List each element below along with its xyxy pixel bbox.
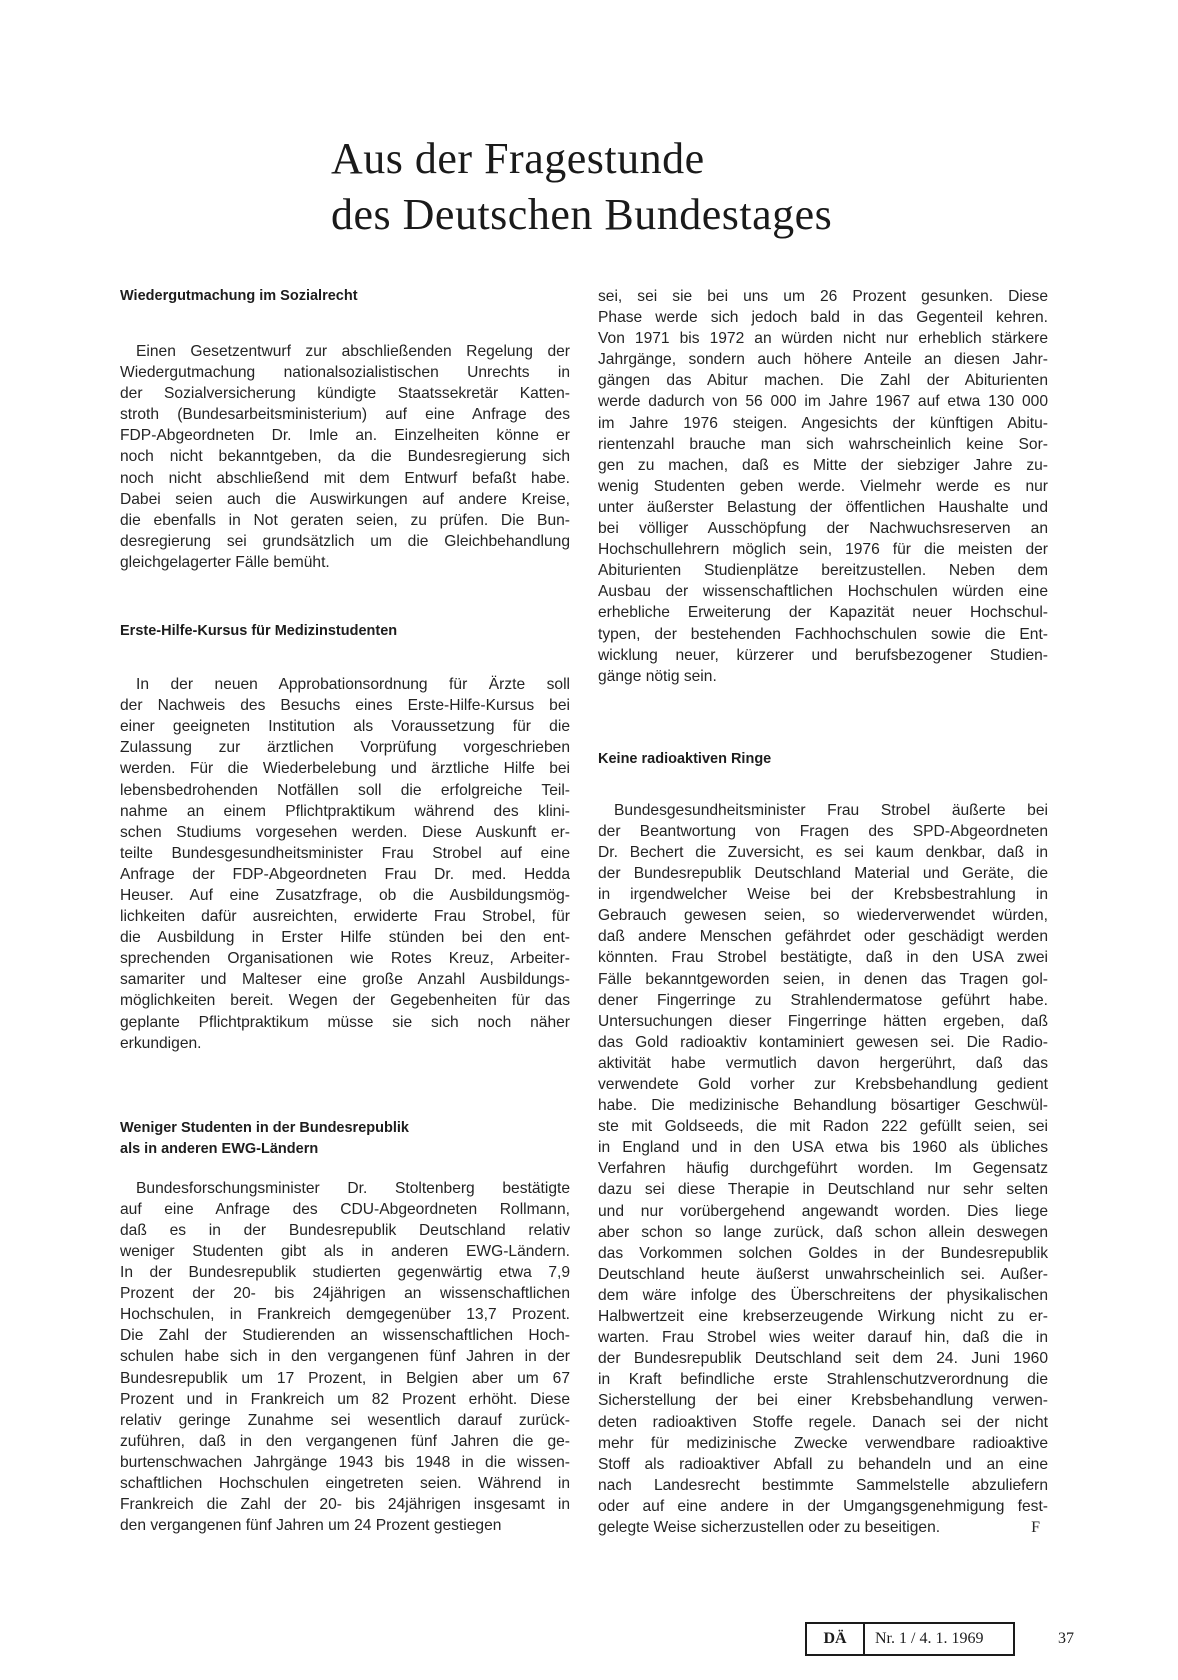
text-line: Hochschulen, in Frankreich demgegenüber 13,7 Prozent. — [120, 1306, 570, 1324]
text-line: wenig Studenten geben werde. Vielmehr werde es nur — [598, 477, 1048, 495]
page-title-line-1: Aus der Fragestunde — [331, 134, 705, 184]
text-line: unter äußerster Belastung der öffentlichen Haushalte und — [598, 498, 1048, 516]
text-line — [598, 1517, 1048, 1538]
text-line: Einen Gesetzentwurf zur abschließenden Regelung der — [136, 343, 570, 360]
text-line: der Bundesrepublik Deutschland seit dem 24. Juni 1960 — [598, 1350, 1048, 1368]
text-line: Fälle bekanntgeworden seien, in denen das Tragen gol- — [598, 970, 1048, 988]
article-paragraph — [598, 800, 1048, 1538]
text-line: rientenzahl brauche man sich wahrscheinlich keine Sor- — [598, 435, 1048, 453]
text-line: gleichgelagerter Fälle bemüht. — [120, 553, 330, 571]
text-line: einer geeigneten Institution als Voraussetzung für die — [120, 718, 570, 736]
text-line: Verfahren häufig durchgeführt worden. Im Gegensatz — [598, 1160, 1048, 1178]
text-line: erkundigen. — [120, 1034, 202, 1052]
text-line: Frankreich die Zahl der 20- bis 24jährigen insgesamt in — [120, 1496, 570, 1514]
text-line: ste mit Goldseeds, die mit Radon 222 gefüllt seien, sei — [598, 1118, 1048, 1136]
article-paragraph — [598, 286, 1048, 687]
issue-info: Nr. 1 / 4. 1. 1969 — [875, 1630, 984, 1647]
text-line: Die Zahl der Studierenden an wissenschaftlichen Hoch- — [120, 1327, 570, 1345]
section-heading-line: Weniger Studenten in der Bundesrepublik — [120, 1119, 409, 1136]
text-line: deten radioaktiven Stoffe regele. Danach sei der nicht — [598, 1413, 1048, 1431]
text-line: Zulassung zur ärztlichen Vorprüfung vorgeschrieben — [120, 739, 570, 757]
text-line: der Sozialversicherung kündigte Staatssekretär Katten- — [120, 385, 570, 403]
text-line: habe. Die medizinische Behandlung bösartiger Geschwül- — [598, 1097, 1048, 1115]
text-line: könnten. Frau Strobel bestätigte, daß in den USA zwei — [598, 949, 1048, 967]
right-column — [598, 286, 1048, 1538]
text-line: stroth (Bundesarbeitsministerium) auf eine Anfrage des — [120, 406, 570, 424]
text-line: Prozent der 20- bis 24jährigen an wissenschaftlichen — [120, 1285, 570, 1303]
section-heading-line: als in anderen EWG-Ländern — [120, 1140, 319, 1157]
text-line: In der neuen Approbationsordnung für Ärzte soll — [136, 676, 570, 694]
text-line: samariter und Malteser eine große Anzahl Ausbildungs- — [120, 971, 570, 989]
text-line: und nur vorübergehend angewandt worden. Dies liege — [598, 1202, 1048, 1220]
text-line: aber schon so lange zurück, daß schon allein deswegen — [598, 1223, 1048, 1241]
text-line: dazu sei diese Therapie in Deutschland nur sehr selten — [598, 1181, 1048, 1199]
text-line: oder auf eine andere in der Umgangsgenehmigung fest- — [598, 1497, 1048, 1515]
section-heading — [120, 621, 570, 642]
text-line: Wiedergutmachung nationalsozialistischen Unrechts in — [120, 364, 570, 382]
text-line: schaftlichen Hochschulen eingetreten seien. Während in — [120, 1475, 570, 1493]
article-paragraph — [120, 341, 570, 573]
text-line: Untersuchungen dieser Fingerringe hätten ergeben, daß — [598, 1012, 1048, 1030]
text-line: Dabei seien auch die Auswirkungen auf andere Kreise, — [120, 490, 570, 508]
text-line: FDP-Abgeordneten Dr. Imle an. Einzelheiten könne er — [120, 427, 570, 445]
text-line: das Vorkommen solchen Goldes in der Bundesrepublik — [598, 1244, 1048, 1262]
text-line: die Ausbildung in Erster Hilfe stünden bei den ent- — [120, 929, 570, 947]
text-line: dener Fingerringe zu Strahlendermatose geführt habe. — [598, 991, 1048, 1009]
text-line: mehr für medizinische Zwecke verwendbare radioaktive — [598, 1434, 1048, 1452]
text-line: schulen habe sich in den vergangenen fünf Jahren in der — [120, 1348, 570, 1366]
page-title-line-2: des Deutschen Bundestages — [331, 190, 833, 240]
text-line: Ausbau der wissenschaftlichen Hochschulen würden eine — [598, 583, 1048, 601]
article-paragraph — [120, 1178, 570, 1537]
section-heading-line: Wiedergutmachung im Sozialrecht — [120, 288, 358, 304]
text-line: zuführen, daß in den vergangenen fünf Jahren die ge- — [120, 1432, 570, 1450]
text-line: der Beantwortung von Fragen des SPD-Abgeordneten — [598, 822, 1048, 840]
article-section — [120, 621, 570, 1054]
text-line: gängen das Abitur machen. Die Zahl der Abiturienten — [598, 372, 1048, 390]
text-line: Halbwertzeit eine krebserzeugende Wirkung nicht zu er- — [598, 1308, 1048, 1326]
text-line: erhebliche Erweiterung der Kapazität neuer Hochschul- — [598, 604, 1048, 622]
text-line: typen, der bestehenden Fachhochschulen sowie die Ent- — [598, 625, 1048, 643]
text-line: Stoff als radioaktiver Abfall zu behandeln und an eine — [598, 1455, 1048, 1473]
text-line: Heuser. Auf eine Zusatzfrage, ob die Ausbildungsmög- — [120, 886, 570, 904]
text-line: verwendete Gold vorher zur Krebsbehandlung gedient — [598, 1076, 1048, 1093]
text-line: Phase werde sich jedoch bald in das Gegenteil kehren. — [598, 309, 1048, 327]
text-line: in England und in den USA etwa bis 1960 als übliches — [598, 1139, 1048, 1157]
text-line: noch nicht abschließend mit dem Entwurf befaßt habe. — [120, 469, 570, 487]
text-line: werde dadurch von 56 000 im Jahre 1967 auf etwa 130 000 — [598, 393, 1048, 411]
section-heading-line: Erste-Hilfe-Kursus für Medizinstudenten — [120, 623, 398, 640]
text-line: das Gold radioaktiv kontaminiert gewesen sei. Die Radio- — [598, 1033, 1048, 1051]
article-section — [598, 286, 1048, 687]
article-section — [120, 286, 570, 573]
text-line: noch nicht bekanntgeben, da die Bundesregierung sich — [120, 448, 570, 466]
text-line: bei völliger Ausschöpfung der Nachwuchsreserven an — [598, 520, 1048, 538]
text-line: möglichkeiten bereit. Wegen der Gegebenheiten für das — [120, 992, 570, 1010]
text-line: Abiturienten Studienplätze bereitzustellen. Neben dem — [598, 562, 1048, 580]
text-line: Dr. Bechert die Zuversicht, es sei kaum denkbar, daß in — [598, 843, 1048, 861]
text-line: gen zu machen, daß es Mitte der siebziger Jahre zu- — [598, 456, 1048, 474]
page-title — [331, 131, 1131, 243]
text-line: teilte Bundesgesundheitsminister Frau Strobel auf eine — [120, 844, 570, 862]
section-heading — [120, 1118, 570, 1160]
text-line: Bundesgesundheitsminister Frau Strobel äußerte bei — [614, 801, 1048, 819]
text-line: nach Landesrecht bestimmte Sammelstelle abzuliefern — [598, 1476, 1048, 1494]
section-heading — [120, 286, 570, 307]
text-line: lebensbedrohenden Notfällen soll die erfolgreiche Teil- — [120, 781, 570, 799]
text-line: burtenschwachen Jahrgänge 1943 bis 1948 in die wissen- — [120, 1453, 570, 1471]
text-line: der Bundesrepublik Deutschland Material und Geräte, die — [598, 865, 1048, 883]
text-line-content: gelegte Weise sicherzustellen oder zu beseitigen. — [598, 1518, 941, 1536]
journal-logo: DÄ — [807, 1624, 865, 1654]
text-line: weniger Studenten gibt als in anderen EWG-Ländern. — [120, 1243, 570, 1260]
text-line: sprechenden Organisationen wie Rotes Kreuz, Arbeiter- — [120, 950, 570, 968]
text-line: Sicherstellung der bei einer Krebsbehandlung verwen- — [598, 1392, 1048, 1410]
text-line: desregierung sei grundsätzlich um die Gleichbehandlung — [120, 532, 570, 550]
text-line: In der Bundesrepublik studierten gegenwärtig etwa 7,9 — [120, 1264, 570, 1282]
article-section — [598, 749, 1048, 1538]
text-line: daß andere Menschen gefährdet oder geschädigt werden — [598, 928, 1048, 946]
footer-issue-box — [805, 1622, 1015, 1656]
text-line: wicklung neuer, kürzerer und berufsbezogener Studien- — [598, 646, 1048, 664]
section-heading — [598, 749, 1048, 770]
left-column — [120, 286, 570, 1536]
text-line: aktivität habe vermutlich davon hergerührt, daß das — [598, 1054, 1048, 1072]
text-line: in irgendwelcher Weise bei der Krebsbestrahlung in — [598, 886, 1048, 904]
text-line: gänge nötig sein. — [598, 667, 717, 685]
text-line: schen Studiums vorgesehen werden. Diese Auskunft er- — [120, 823, 570, 841]
text-line: den vergangenen fünf Jahren um 24 Prozent gestiegen — [120, 1517, 502, 1535]
text-line: Bundesrepublik um 17 Prozent, in Belgien aber um 67 — [120, 1369, 570, 1387]
text-line: Jahrgänge, sondern auch höhere Anteile an diesen Jahr- — [598, 351, 1048, 369]
text-line: auf eine Anfrage des CDU-Abgeordneten Rollmann, — [120, 1200, 570, 1218]
text-line: Hochschullehrern möglich sein, 1976 für die meisten der — [598, 541, 1048, 559]
text-line: sei, sei sie bei uns um 26 Prozent gesunken. Diese — [598, 288, 1048, 305]
text-line: daß es in der Bundesrepublik Deutschland relativ — [120, 1221, 570, 1239]
text-line: warten. Frau Strobel wies weiter darauf hin, daß die in — [598, 1329, 1048, 1347]
text-line: im Jahre 1976 steigen. Angesichts der künftigen Abitu- — [598, 414, 1048, 432]
text-line: werden. Für die Wiederbelebung und ärztliche Hilfe bei — [120, 760, 570, 778]
page-number: 37 — [1058, 1630, 1074, 1647]
text-line: Gebrauch gewesen seien, so wiederverwendet würden, — [598, 907, 1048, 925]
text-line: geplante Pflichtpraktikum müsse sie sich noch näher — [120, 1013, 570, 1031]
text-line: Anfrage der FDP-Abgeordneten Frau Dr. med. Hedda — [120, 865, 570, 883]
text-line: die ebenfalls in Not geraten seien, zu prüfen. Die Bun- — [120, 511, 570, 529]
text-line: relativ geringe Zunahme sei wesentlich darauf zurück- — [120, 1411, 570, 1429]
author-initial: F — [1031, 1518, 1040, 1536]
text-line: Prozent und in Frankreich um 82 Prozent erhöht. Diese — [120, 1390, 570, 1408]
text-line: Bundesforschungsminister Dr. Stoltenberg bestätigte — [136, 1179, 570, 1197]
text-line: der Nachweis des Besuchs eines Erste-Hilfe-Kursus bei — [120, 697, 570, 715]
article-section — [120, 1118, 570, 1537]
article-paragraph — [120, 674, 570, 1054]
text-line: lichkeiten dafür ausreichten, erwiderte Frau Strobel, für — [120, 908, 570, 926]
text-line: Deutschland heute äußerst unwahrscheinlich sei. Außer- — [598, 1265, 1048, 1283]
text-line: dem wäre infolge des Überschreitens der physikalischen — [598, 1286, 1048, 1304]
text-line: in Kraft befindliche erste Strahlenschutzverordnung die — [598, 1371, 1048, 1389]
section-heading-line: Keine radioaktiven Ringe — [598, 750, 772, 767]
text-line: nahme an einem Pflichtpraktikum während des klini- — [120, 802, 570, 820]
text-line: Von 1971 bis 1972 an würden nicht nur erheblich stärkere — [598, 330, 1048, 348]
